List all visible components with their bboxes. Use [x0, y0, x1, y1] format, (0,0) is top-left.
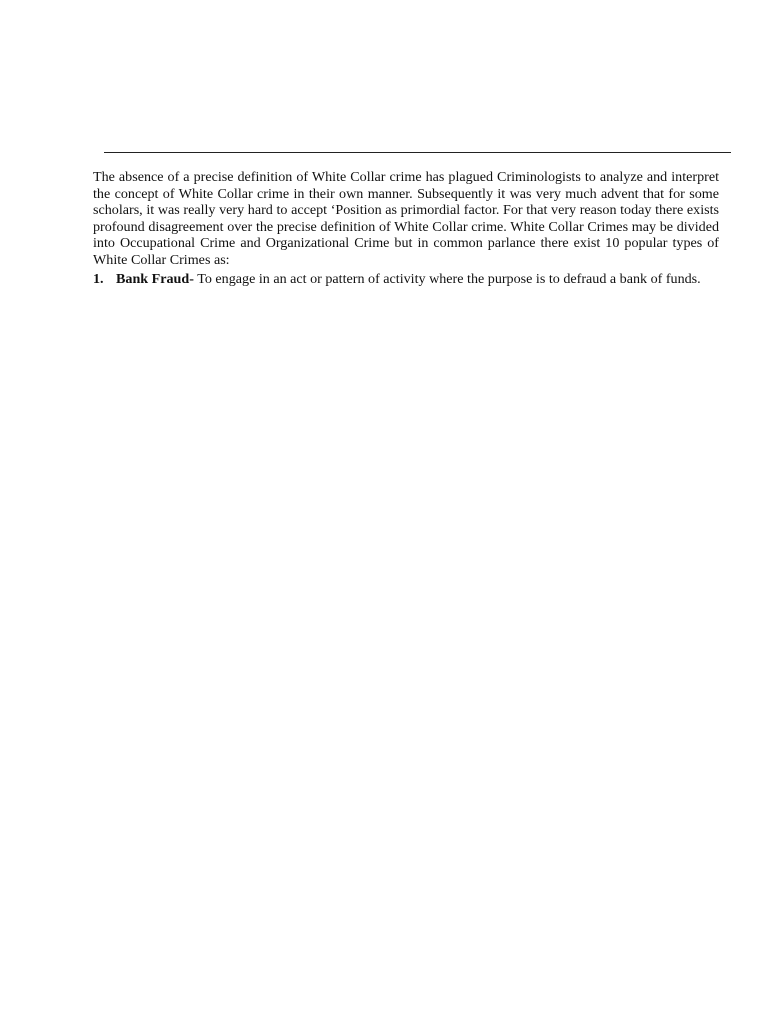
list-item-description: To engage in an act or pattern of activity where the purpose is to defraud a bank of funds. [193, 270, 701, 287]
header-rule [104, 152, 731, 153]
list-item-separator: - [189, 270, 194, 287]
list-item [93, 271, 719, 288]
document-body [93, 169, 719, 287]
crime-types-list [93, 271, 719, 288]
intro-paragraph: The absence of a precise definition of White Collar crime has plagued Criminologists to analyze and interpret the concept of White Collar crime in their own manner. Subsequently it was very much advent that for some scholars, it was really very hard to accept ‘Position as primordial factor. For that very reason today there exists profound disagreement over the precise definition of White Collar crime. White Collar Crimes may be divided into Occupational Crime and Organizational Crime but in common parlance there exist 10 popular types of White Collar Crimes as: [93, 169, 719, 268]
list-item-number: 1. [93, 270, 104, 287]
list-item-term: Bank Fraud [116, 270, 190, 287]
